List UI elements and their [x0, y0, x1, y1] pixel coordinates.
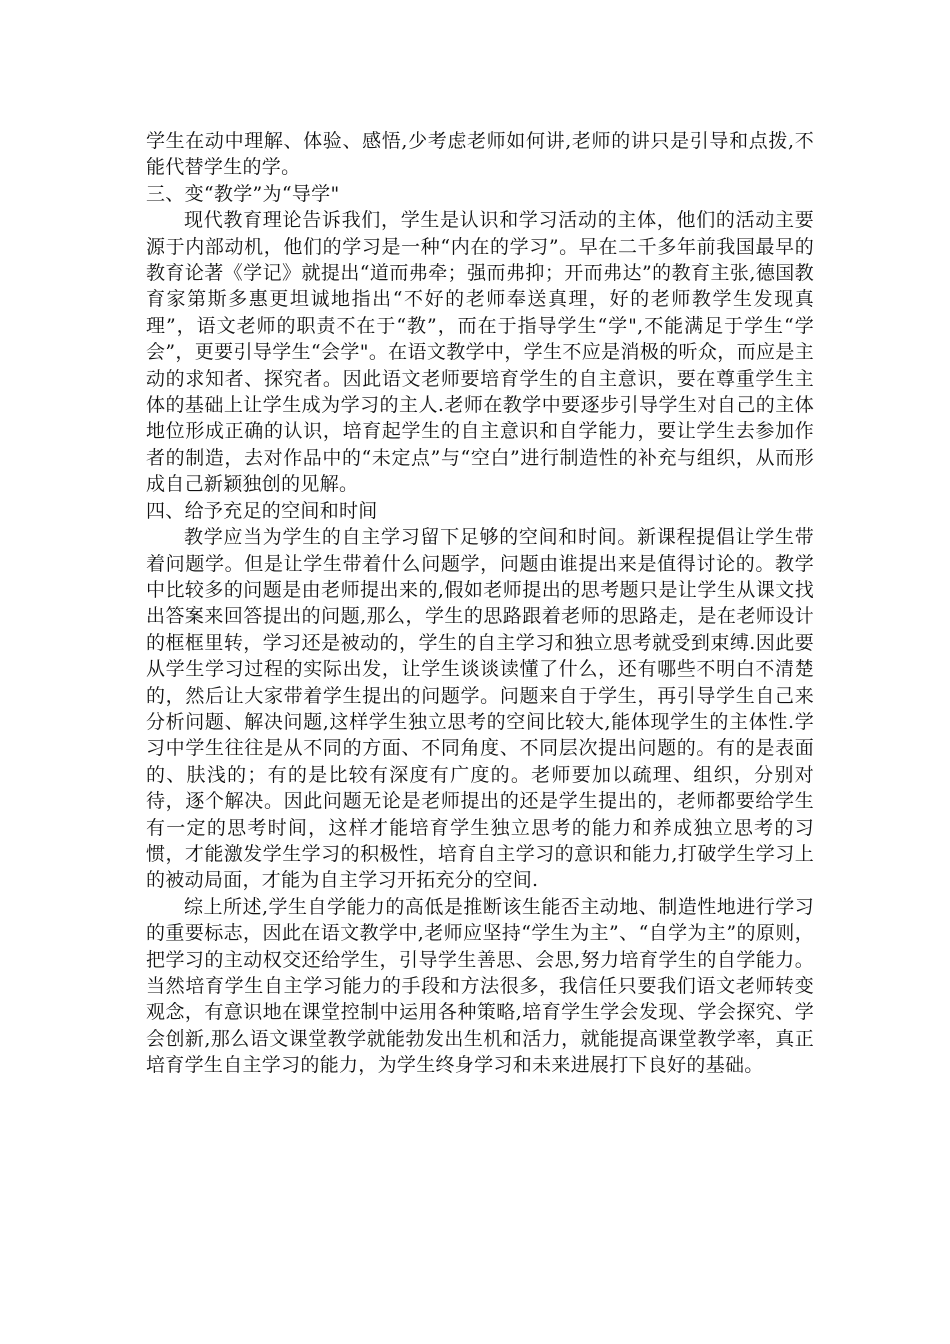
section-heading-3: 三、变“教学”为“导学": [146, 182, 340, 205]
paragraph-section-4: 教学应当为学生的自主学习留下足够的空间和时间。新课程提倡让学生带着问题学。但是让学生带着什么问题学，问题由谁提出来是值得讨论的。教学中比较多的问题是由老师提出来的,假如老师提出的思考题只是让学生从课文找出答案来回答提出的问题,那么，学生的思路跟着老师的思路走，是在老师设计的框框里转，学习还是被动的，学生的自主学习和独立思考就受到束缚.因此要从学生学习过程的实际出发，让学生谈谈读懂了什么，还有哪些不明白不清楚的，然后让大家带着学生提出的问题学。问题来自于学生，再引导学生自己来分析问题、解决问题,这样学生独立思考的空间比较大,能体现学生的主体性.学习中学生往往是从不同的方面、不同角度、不同层次提出问题的。有的是表面的、肤浅的；有的是比较有深度有广度的。老师要加以疏理、组织，分别对待，逐个解决。因此问题无论是老师提出的还是学生提出的，老师都要给学生有一定的思考时间，这样才能培育学生独立思考的能力和养成独立思考的习惯，才能激发学生学习的积极性，培育自主学习的意识和能力,打破学生学习上的被动局面，才能为自主学习开拓充分的空间.: [146, 526, 814, 892]
paragraph-continuation: 学生在动中理解、体验、感悟,少考虑老师如何讲,老师的讲只是引导和点拨,不能代替学生的学。: [146, 130, 814, 179]
section-heading-4: 四、给予充足的空间和时间: [146, 499, 378, 522]
paragraph-section-3: 现代教育理论告诉我们，学生是认识和学习活动的主体，他们的活动主要源于内部动机，他们的学习是一种“内在的学习”。早在二千多年前我国最早的教育论著《学记》就提出“道而弗牵；强而弗抑；开而弗达”的教育主张,德国教育家第斯多惠更坦诚地指出“不好的老师奉送真理，好的老师教学生发现真理”，语文老师的职责不在于“教”，而在于指导学生“学",不能满足于学生“学会”，更要引导学生“会学"。在语文教学中，学生不应是消极的听众，而应是主动的求知者、探究者。因此语文老师要培育学生的自主意识，要在尊重学生主体的基础上让学生成为学习的主人.老师在教学中要逐步引导学生对自己的主体地位形成正确的认识，培育起学生的自主意识和自学能力，要让学生去参加作者的制造，去对作品中的“未定点”与“空白”进行制造性的补充与组织，从而形成自己新颖独创的见解。: [146, 209, 814, 496]
document-page: [146, 128, 814, 1079]
paragraph-conclusion: 综上所述,学生自学能力的高低是推断该生能否主动地、制造性地进行学习的重要标志，因此在语文教学中,老师应坚持“学生为主”、“自学为主”的原则，把学习的主动权交还给学生，引导学生善思、会思,努力培育学生的自学能力。当然培育学生自主学习能力的手段和方法很多，我信任只要我们语文老师转变观念，有意识地在课堂控制中运用各种策略,培育学生学会发现、学会探究、学会创新,那么语文课堂教学就能勃发出生机和活力，就能提高课堂教学率，真正培育学生自主学习的能力，为学生终身学习和未来进展打下良好的基础。: [146, 895, 814, 1077]
